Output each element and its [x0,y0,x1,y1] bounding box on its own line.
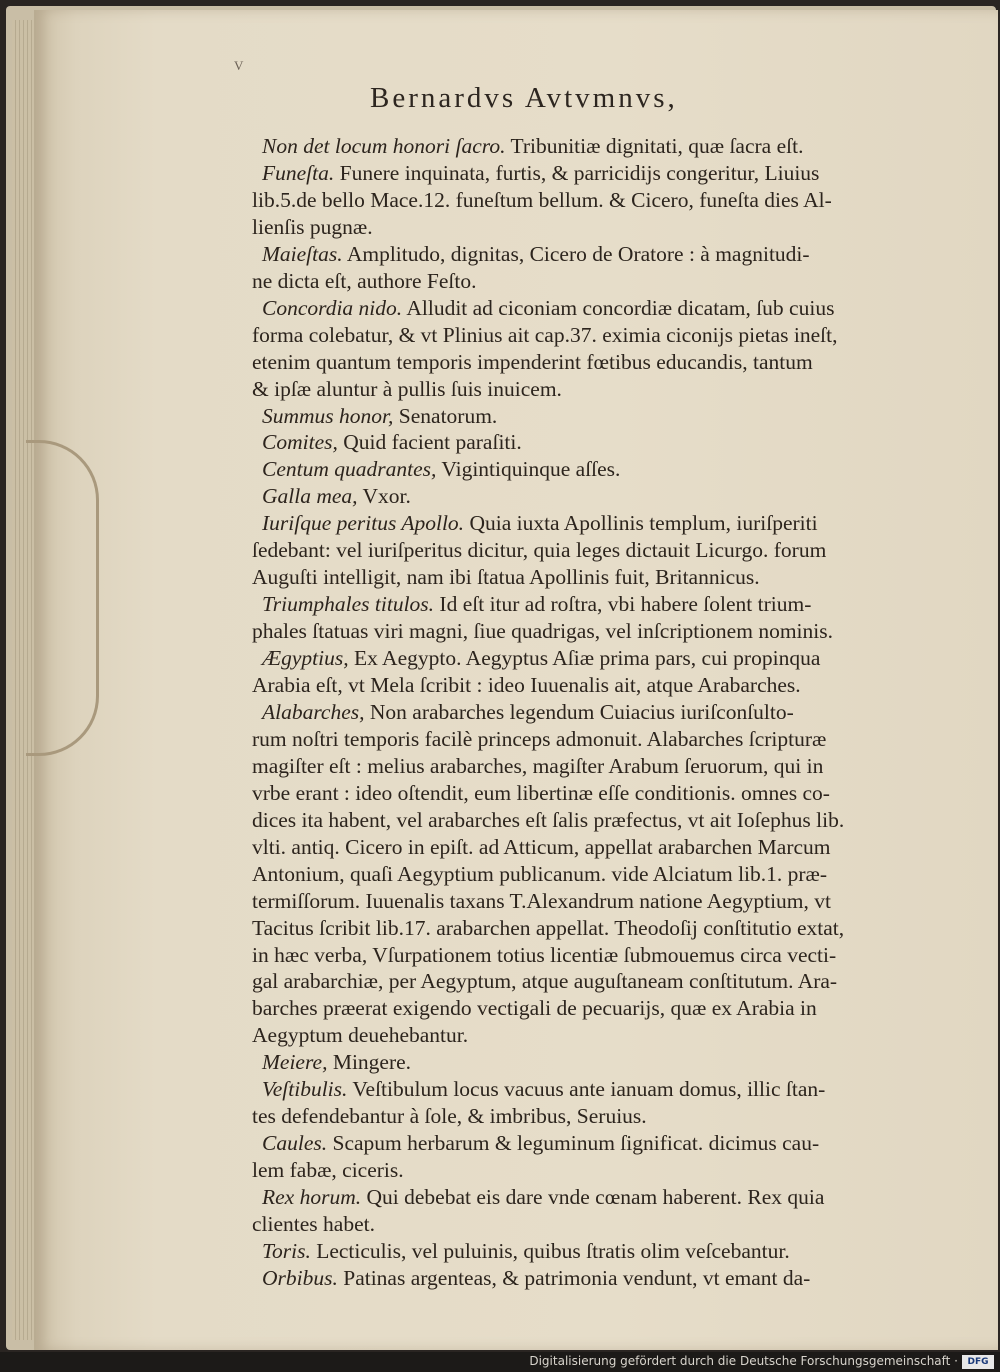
entry-text: Quia iuxta Apollinis templum, iuriſperiti [464,511,818,536]
entry-text: Ex Aegypto. Aegyptus Aſiæ prima pars, cui propinqua [348,646,821,671]
entry-text: Lecticulis, vel puluinis, quibus ſtratis olim veſcebantur. [310,1238,790,1263]
entry-text: gal arabarchiæ, per Aegyptum, atque auguſtaneam conſtitutum. Ara- [252,969,838,994]
text-line [252,268,477,293]
text-line [252,807,845,832]
text-line [252,1025,468,1047]
text-line [252,675,801,697]
text-line [252,567,760,589]
text-line [262,1079,825,1101]
entry-text: clientes habet. [252,1212,375,1236]
entry-text: Senatorum. [393,403,498,428]
dfg-logo: DFG [962,1355,994,1369]
entry-text: Mingere. [327,1050,412,1075]
text-line [252,540,826,562]
entry-lemma: Funeſta. [262,160,335,185]
entry-text: Veſtibulum locus vacuus ante ianuam domus, illic ſtan- [347,1077,826,1102]
entry-text: Id eſt itur ad roſtra, vbi habere ſolent trium- [434,592,812,617]
entry-text: Auguſti intelligit, nam ibi ſtatua Apollinis fuit, Britannicus. [252,565,760,590]
entry-lemma: Non det locum honori ſacro. [262,134,506,158]
entry-text: forma colebatur, & vt Plinius ait cap.37. eximia ciconijs pietas ineſt, [252,322,838,347]
entry-lemma: Veſtibulis. [262,1077,348,1102]
entry-lemma: Meiere, [262,1050,328,1075]
page-mark: V [234,58,244,73]
entry-text: vlti. antiq. Cicero in epiſt. ad Atticum, appellat arabarchen Marcum [252,834,831,859]
text-line [262,513,818,535]
entry-text: Funere inquinata, furtis, & parricidijs congeritur, Liuius [334,160,820,185]
entry-text: Non arabarches legendum Cuiacius iuriſconſulto- [364,699,794,724]
text-line [252,780,830,805]
text-line [262,1265,811,1290]
entry-lemma: Alabarches, [262,699,365,724]
entry-text: tes defendebantur à ſole, & imbribus, Seruius. [252,1104,647,1129]
entry-text: barches præerat exigendo vectigali de pecuarijs, quæ ex Arabia in [252,996,817,1021]
entry-lemma: Orbibus. [262,1265,338,1290]
entry-text: lib.5.de bello Mace.12. funeſtum bellum. & Cicero, funeſta dies Al- [252,187,832,212]
text-line [252,861,828,886]
entry-text: etenim quantum temporis impenderint fœtibus educandis, tantum [252,349,813,374]
text-line [252,915,845,940]
entry-text: lem fabæ, ciceris. [252,1158,404,1183]
entry-lemma: Summus honor, [262,403,394,428]
entry-text: ne dicta eſt, authore Feſto. [252,268,477,293]
entry-lemma: Iuriſque peritus Apollo. [262,511,465,536]
entry-text: Scapum herbarum & leguminum ſignificat. dicimus cau- [327,1131,820,1156]
text-line [262,241,810,266]
entry-text: lienſis pugnæ. [252,214,373,239]
entry-text: Alludit ad ciconiam concordiæ dicatam, ſub cuius [402,295,835,320]
text-line [252,1214,375,1236]
entry-text: termiſſorum. Iuuenalis taxans T.Alexandrum natione Aegyptium, vt [252,888,831,913]
footer-bar [0,1352,1000,1372]
text-line [262,295,835,320]
text-line [262,160,820,185]
text-line [252,349,813,374]
entry-lemma: Concordia nido. [262,295,403,320]
entry-text: Vxor. [357,484,411,509]
text-line [262,1133,819,1155]
entry-text: vrbe erant : ideo oſtendit, eum libertinæ eſſe conditionis. omnes co- [252,780,830,805]
entry-text: Tribunitiæ dignitati, quæ ſacra eſt. [505,134,804,158]
entry-text: Antonium, quaſi Aegyptium publicanum. vide Alciatum lib.1. præ- [252,861,828,886]
entry-lemma: Toris. [262,1238,311,1263]
text-line [262,594,811,616]
entry-lemma: Triumphales titulos. [262,592,435,617]
entry-text: & ipſæ aluntur à pullis ſuis inuicem. [252,376,562,401]
text-line [262,648,820,670]
text-line [252,214,373,239]
text-line [252,187,832,212]
entry-text: Amplitudo, dignitas, Cicero de Oratore : à magnitudi- [342,241,810,266]
entry-text: in hæc verba, Vſurpationem totius licentiæ ſubmouemus circa vecti- [252,942,837,967]
entry-text: phales ſtatuas viri magni, ſiue quadrigas, vel inſcriptionem nominis. [252,619,833,644]
entry-text: magiſter eſt : melius arabarches, magiſter Arabum ſeruorum, qui in [252,753,824,778]
entry-lemma: Comites, [262,430,338,455]
text-line [262,699,794,724]
text-line [262,1238,790,1263]
text-line [252,753,824,778]
text-line [262,432,522,454]
text-line [252,998,817,1020]
entry-text: Aegyptum deuehebantur. [252,1023,469,1048]
text-line [262,136,803,158]
entry-lemma: Galla mea, [262,484,358,509]
text-line [252,322,838,347]
entry-text: Arabia eſt, vt Mela ſcribit : ideo Iuuenalis ait, atque Arabarches. [252,673,801,697]
text-line [252,1160,404,1182]
entry-text: ſedebant: vel iuriſperitus dicitur, quia leges dictauit Licurgo. forum [252,538,827,563]
entry-text: Patinas argenteas, & patrimonia vendunt, vt emant da- [337,1265,811,1290]
running-head: Bernardvs Avtvmnvs, [370,82,678,114]
entry-lemma: Centum quadrantes, [262,457,437,482]
bookmark-ribbon [26,440,99,756]
entry-lemma: Rex horum. [262,1185,362,1210]
text-line [262,1052,411,1074]
text-line [262,403,498,428]
entry-text: rum noſtri temporis facilè princeps admonuit. Alabarches ſcripturæ [252,726,827,751]
entry-lemma: Caules. [262,1131,328,1156]
text-line [252,376,562,401]
text-line [252,726,827,751]
entry-text: dices ita habent, vel arabarches eſt ſalis præfectus, vt ait Ioſephus lib. [252,807,845,832]
entry-text: Qui debebat eis dare vnde cœnam haberent. Rex quia [361,1185,825,1210]
text-line [252,942,837,967]
footer-credit: Digitalisierung gefördert durch die Deutsche Forschungsgemeinschaft · [529,1354,958,1368]
text-line [252,1106,647,1128]
entry-text: Tacitus ſcribit lib.17. arabarchen appellat. Theodoſij conſtitutio extat, [252,915,845,940]
entry-text: Vigintiquinque aſſes. [436,457,621,482]
text-line [252,971,837,993]
entry-lemma: Ægyptius, [262,646,349,671]
text-line [262,486,411,508]
entry-lemma: Maieſtas. [262,241,343,266]
entry-text: Quid facient paraſiti. [337,430,522,455]
text-line [252,834,831,859]
text-line [252,621,833,643]
text-line [252,888,831,913]
text-line [262,459,620,481]
text-line [262,1187,824,1209]
